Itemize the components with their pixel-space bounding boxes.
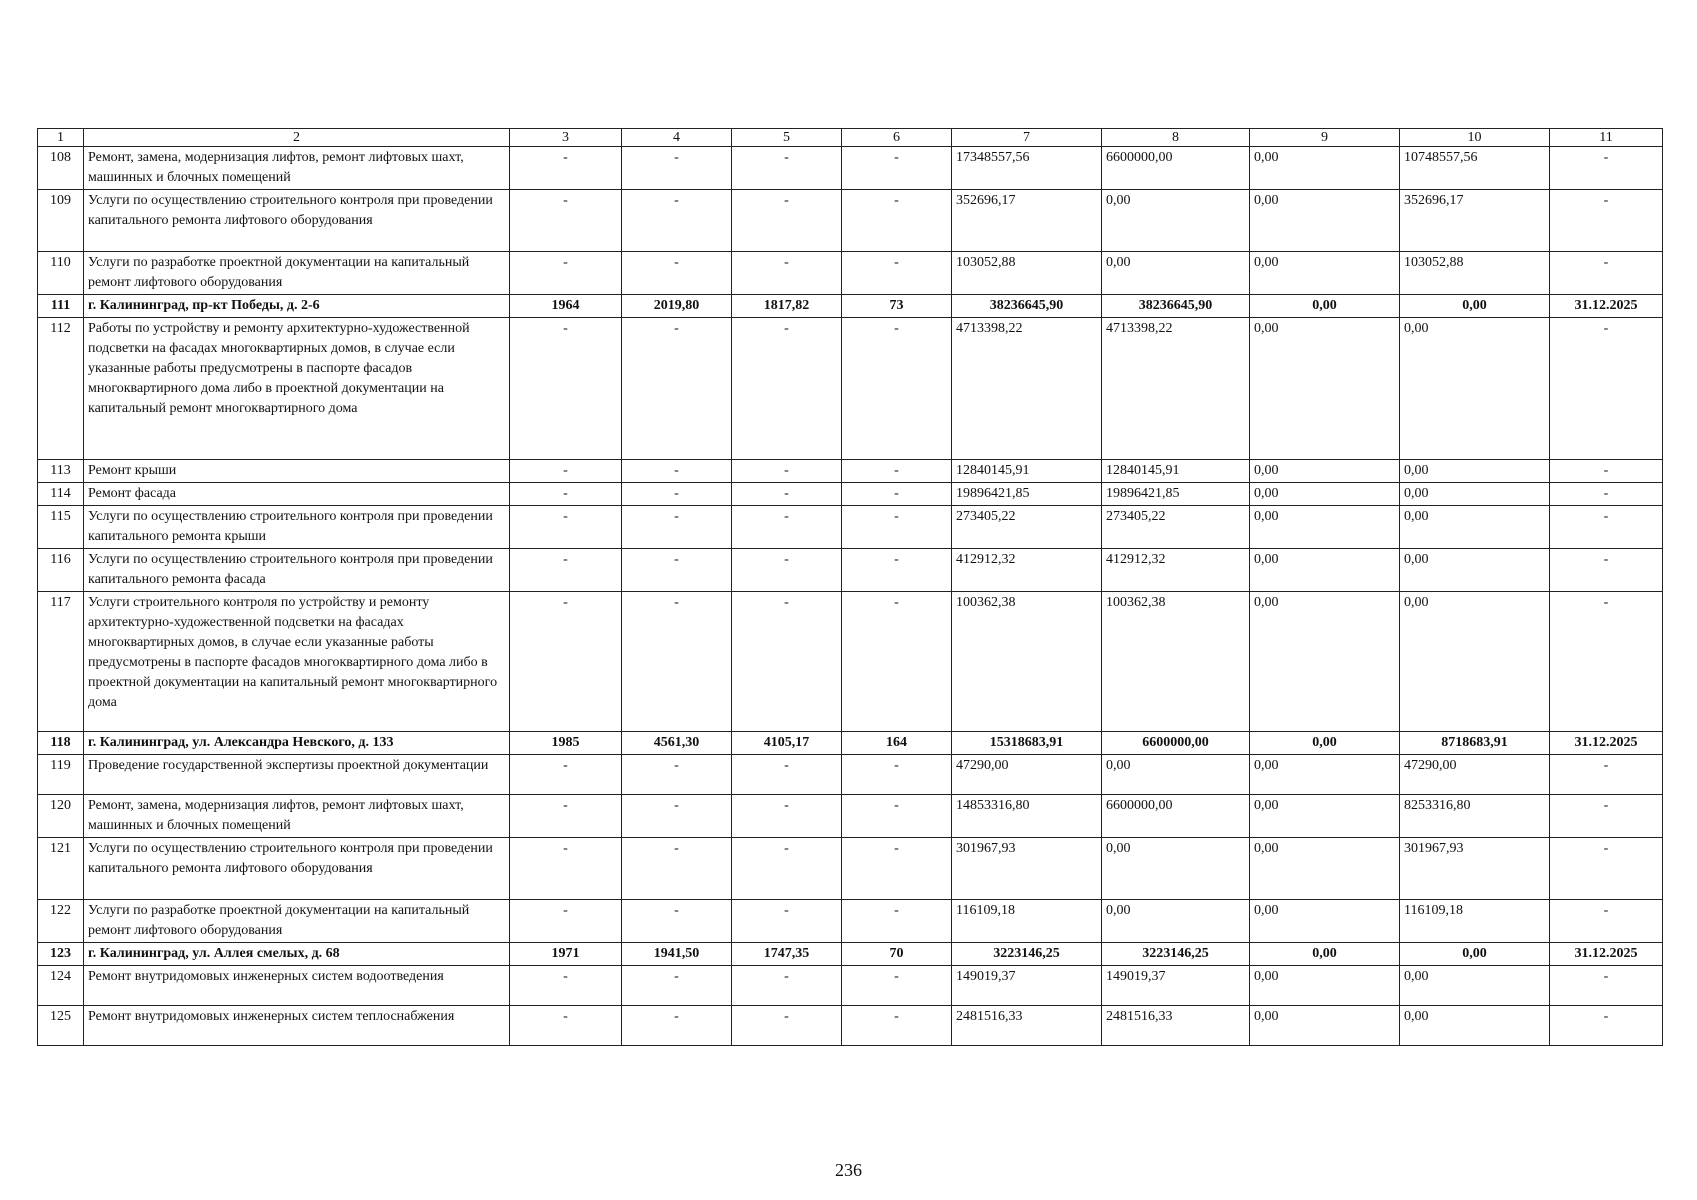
table-row xyxy=(38,966,1663,1006)
cell-col-5: 1747,35 xyxy=(732,943,842,966)
table-row xyxy=(38,252,1663,295)
cell-col-4: - xyxy=(622,838,732,900)
cell-col-4: - xyxy=(622,966,732,1006)
cell-col-7: 19896421,85 xyxy=(952,483,1102,506)
cell-col-5: - xyxy=(732,190,842,252)
cell-col-4: - xyxy=(622,795,732,838)
row-description: Ремонт крыши xyxy=(84,460,510,483)
cell-col-4: 4561,30 xyxy=(622,732,732,755)
cell-col-11: - xyxy=(1550,549,1663,592)
row-description: Услуги по разработке проектной документации на капитальный ремонт лифтового оборудования xyxy=(84,900,510,943)
cell-col-4: - xyxy=(622,483,732,506)
cell-col-9: 0,00 xyxy=(1250,295,1400,318)
column-header: 6 xyxy=(842,129,952,147)
cell-col-6: - xyxy=(842,483,952,506)
column-header: 9 xyxy=(1250,129,1400,147)
cell-col-6: - xyxy=(842,549,952,592)
cell-col-4: 2019,80 xyxy=(622,295,732,318)
row-number: 116 xyxy=(38,549,84,592)
row-number: 119 xyxy=(38,755,84,795)
cell-col-7: 100362,38 xyxy=(952,592,1102,732)
row-description: г. Калининград, ул. Аллея смелых, д. 68 xyxy=(84,943,510,966)
cell-col-11: 31.12.2025 xyxy=(1550,732,1663,755)
cell-col-10: 0,00 xyxy=(1400,549,1550,592)
table-row xyxy=(38,900,1663,943)
column-header: 3 xyxy=(510,129,622,147)
cell-col-6: - xyxy=(842,755,952,795)
table-row xyxy=(38,795,1663,838)
cell-col-10: 0,00 xyxy=(1400,592,1550,732)
row-number: 113 xyxy=(38,460,84,483)
cell-col-3: - xyxy=(510,506,622,549)
cell-col-5: - xyxy=(732,755,842,795)
cell-col-7: 116109,18 xyxy=(952,900,1102,943)
cell-col-6: - xyxy=(842,190,952,252)
table-row xyxy=(38,147,1663,190)
cell-col-5: - xyxy=(732,966,842,1006)
row-description: Ремонт, замена, модернизация лифтов, ремонт лифтовых шахт, машинных и блочных помещений xyxy=(84,147,510,190)
row-number: 112 xyxy=(38,318,84,460)
cell-col-4: - xyxy=(622,1006,732,1046)
cell-col-5: - xyxy=(732,549,842,592)
cell-col-10: 352696,17 xyxy=(1400,190,1550,252)
cell-col-6: - xyxy=(842,252,952,295)
cell-col-6: - xyxy=(842,966,952,1006)
cell-col-6: 73 xyxy=(842,295,952,318)
cell-col-6: - xyxy=(842,592,952,732)
cell-col-6: 164 xyxy=(842,732,952,755)
cell-col-7: 47290,00 xyxy=(952,755,1102,795)
row-number: 122 xyxy=(38,900,84,943)
cell-col-6: 70 xyxy=(842,943,952,966)
row-description: Услуги по осуществлению строительного контроля при проведении капитального ремонта лифтового оборудования xyxy=(84,190,510,252)
cell-col-10: 0,00 xyxy=(1400,943,1550,966)
cell-col-10: 0,00 xyxy=(1400,966,1550,1006)
cell-col-9: 0,00 xyxy=(1250,900,1400,943)
cell-col-11: - xyxy=(1550,1006,1663,1046)
row-number: 108 xyxy=(38,147,84,190)
table-row xyxy=(38,295,1663,318)
cell-col-11: - xyxy=(1550,190,1663,252)
row-description: Услуги по осуществлению строительного контроля при проведении капитального ремонта лифтового оборудования xyxy=(84,838,510,900)
table-row xyxy=(38,755,1663,795)
cell-col-3: 1971 xyxy=(510,943,622,966)
cell-col-9: 0,00 xyxy=(1250,549,1400,592)
cell-col-5: 1817,82 xyxy=(732,295,842,318)
cell-col-9: 0,00 xyxy=(1250,966,1400,1006)
cell-col-8: 3223146,25 xyxy=(1102,943,1250,966)
cell-col-11: - xyxy=(1550,483,1663,506)
cell-col-6: - xyxy=(842,900,952,943)
cell-col-11: 31.12.2025 xyxy=(1550,295,1663,318)
cell-col-8: 6600000,00 xyxy=(1102,732,1250,755)
row-number: 120 xyxy=(38,795,84,838)
cell-col-8: 6600000,00 xyxy=(1102,795,1250,838)
cell-col-3: - xyxy=(510,483,622,506)
cell-col-11: - xyxy=(1550,755,1663,795)
cell-col-3: - xyxy=(510,838,622,900)
row-number: 109 xyxy=(38,190,84,252)
cell-col-11: 31.12.2025 xyxy=(1550,943,1663,966)
cell-col-7: 3223146,25 xyxy=(952,943,1102,966)
column-header: 11 xyxy=(1550,129,1663,147)
row-description: Ремонт, замена, модернизация лифтов, ремонт лифтовых шахт, машинных и блочных помещений xyxy=(84,795,510,838)
row-number: 110 xyxy=(38,252,84,295)
cell-col-8: 12840145,91 xyxy=(1102,460,1250,483)
row-number: 118 xyxy=(38,732,84,755)
row-description: г. Калининград, ул. Александра Невского, д. 133 xyxy=(84,732,510,755)
cell-col-3: 1964 xyxy=(510,295,622,318)
cell-col-9: 0,00 xyxy=(1250,318,1400,460)
cell-col-7: 149019,37 xyxy=(952,966,1102,1006)
cell-col-3: - xyxy=(510,1006,622,1046)
cell-col-4: - xyxy=(622,318,732,460)
cell-col-9: 0,00 xyxy=(1250,147,1400,190)
cell-col-4: - xyxy=(622,549,732,592)
row-number: 125 xyxy=(38,1006,84,1046)
cell-col-3: - xyxy=(510,190,622,252)
cell-col-9: 0,00 xyxy=(1250,506,1400,549)
cell-col-10: 0,00 xyxy=(1400,506,1550,549)
cell-col-8: 6600000,00 xyxy=(1102,147,1250,190)
cell-col-9: 0,00 xyxy=(1250,460,1400,483)
cell-col-8: 19896421,85 xyxy=(1102,483,1250,506)
cell-col-3: 1985 xyxy=(510,732,622,755)
cell-col-8: 0,00 xyxy=(1102,838,1250,900)
cell-col-5: - xyxy=(732,838,842,900)
cell-col-11: - xyxy=(1550,318,1663,460)
row-description: Услуги по осуществлению строительного контроля при проведении капитального ремонта фасада xyxy=(84,549,510,592)
cell-col-10: 0,00 xyxy=(1400,1006,1550,1046)
cell-col-11: - xyxy=(1550,966,1663,1006)
cell-col-11: - xyxy=(1550,795,1663,838)
cell-col-3: - xyxy=(510,592,622,732)
row-description: г. Калининград, пр-кт Победы, д. 2-6 xyxy=(84,295,510,318)
cell-col-7: 352696,17 xyxy=(952,190,1102,252)
cell-col-10: 0,00 xyxy=(1400,295,1550,318)
cell-col-6: - xyxy=(842,795,952,838)
cell-col-7: 2481516,33 xyxy=(952,1006,1102,1046)
cell-col-4: - xyxy=(622,252,732,295)
cell-col-4: - xyxy=(622,460,732,483)
row-number: 117 xyxy=(38,592,84,732)
cell-col-8: 0,00 xyxy=(1102,252,1250,295)
table-row xyxy=(38,838,1663,900)
cell-col-3: - xyxy=(510,460,622,483)
table-row xyxy=(38,483,1663,506)
cell-col-5: - xyxy=(732,252,842,295)
cell-col-10: 116109,18 xyxy=(1400,900,1550,943)
cell-col-5: 4105,17 xyxy=(732,732,842,755)
cell-col-6: - xyxy=(842,460,952,483)
cell-col-6: - xyxy=(842,147,952,190)
cell-col-10: 103052,88 xyxy=(1400,252,1550,295)
cell-col-4: - xyxy=(622,755,732,795)
cell-col-9: 0,00 xyxy=(1250,483,1400,506)
table-row xyxy=(38,1006,1663,1046)
cell-col-3: - xyxy=(510,900,622,943)
cell-col-7: 14853316,80 xyxy=(952,795,1102,838)
cell-col-7: 12840145,91 xyxy=(952,460,1102,483)
cell-col-10: 0,00 xyxy=(1400,318,1550,460)
page-number: 236 xyxy=(835,1160,862,1180)
row-number: 123 xyxy=(38,943,84,966)
cell-col-8: 100362,38 xyxy=(1102,592,1250,732)
cell-col-4: - xyxy=(622,506,732,549)
row-description: Ремонт фасада xyxy=(84,483,510,506)
cell-col-9: 0,00 xyxy=(1250,592,1400,732)
cell-col-3: - xyxy=(510,147,622,190)
cell-col-7: 273405,22 xyxy=(952,506,1102,549)
row-number: 114 xyxy=(38,483,84,506)
column-header: 7 xyxy=(952,129,1102,147)
cell-col-11: - xyxy=(1550,252,1663,295)
cell-col-7: 412912,32 xyxy=(952,549,1102,592)
cell-col-8: 412912,32 xyxy=(1102,549,1250,592)
cell-col-10: 8718683,91 xyxy=(1400,732,1550,755)
row-description: Ремонт внутридомовых инженерных систем теплоснабжения xyxy=(84,1006,510,1046)
cell-col-7: 301967,93 xyxy=(952,838,1102,900)
cell-col-3: - xyxy=(510,755,622,795)
table-row xyxy=(38,549,1663,592)
cell-col-8: 149019,37 xyxy=(1102,966,1250,1006)
cell-col-5: - xyxy=(732,147,842,190)
cell-col-8: 0,00 xyxy=(1102,755,1250,795)
row-number: 115 xyxy=(38,506,84,549)
cell-col-4: - xyxy=(622,900,732,943)
cell-col-3: - xyxy=(510,795,622,838)
cell-col-5: - xyxy=(732,1006,842,1046)
row-description: Услуги строительного контроля по устройству и ремонту архитектурно-художественной подсветки на фасадах многоквартирных домов, в случае если указанные работы предусмотрены в паспорте фасадов многоквартирного дома либо в проектной документации на капитальный ремонт многоквартирного дома xyxy=(84,592,510,732)
cell-col-5: - xyxy=(732,483,842,506)
cell-col-5: - xyxy=(732,900,842,943)
cell-col-7: 4713398,22 xyxy=(952,318,1102,460)
cell-col-11: - xyxy=(1550,147,1663,190)
table-row xyxy=(38,460,1663,483)
table-row xyxy=(38,943,1663,966)
cell-col-9: 0,00 xyxy=(1250,795,1400,838)
cell-col-10: 301967,93 xyxy=(1400,838,1550,900)
cell-col-4: - xyxy=(622,190,732,252)
cell-col-11: - xyxy=(1550,838,1663,900)
cell-col-9: 0,00 xyxy=(1250,838,1400,900)
column-header: 5 xyxy=(732,129,842,147)
column-header: 2 xyxy=(84,129,510,147)
capital-repair-table xyxy=(37,128,1663,1046)
cell-col-5: - xyxy=(732,506,842,549)
cell-col-11: - xyxy=(1550,506,1663,549)
cell-col-9: 0,00 xyxy=(1250,190,1400,252)
cell-col-6: - xyxy=(842,838,952,900)
cell-col-7: 38236645,90 xyxy=(952,295,1102,318)
cell-col-10: 10748557,56 xyxy=(1400,147,1550,190)
column-header: 1 xyxy=(38,129,84,147)
row-number: 124 xyxy=(38,966,84,1006)
cell-col-8: 273405,22 xyxy=(1102,506,1250,549)
cell-col-8: 0,00 xyxy=(1102,900,1250,943)
table-row xyxy=(38,732,1663,755)
cell-col-4: - xyxy=(622,592,732,732)
cell-col-3: - xyxy=(510,252,622,295)
row-description: Услуги по разработке проектной документации на капитальный ремонт лифтового оборудования xyxy=(84,252,510,295)
table-row xyxy=(38,506,1663,549)
column-header: 10 xyxy=(1400,129,1550,147)
cell-col-10: 0,00 xyxy=(1400,483,1550,506)
cell-col-5: - xyxy=(732,592,842,732)
table-row xyxy=(38,190,1663,252)
cell-col-8: 2481516,33 xyxy=(1102,1006,1250,1046)
row-description: Проведение государственной экспертизы проектной документации xyxy=(84,755,510,795)
row-number: 111 xyxy=(38,295,84,318)
cell-col-11: - xyxy=(1550,460,1663,483)
row-number: 121 xyxy=(38,838,84,900)
cell-col-5: - xyxy=(732,318,842,460)
cell-col-9: 0,00 xyxy=(1250,252,1400,295)
cell-col-5: - xyxy=(732,460,842,483)
cell-col-7: 17348557,56 xyxy=(952,147,1102,190)
cell-col-3: - xyxy=(510,549,622,592)
cell-col-9: 0,00 xyxy=(1250,755,1400,795)
table-row xyxy=(38,592,1663,732)
cell-col-3: - xyxy=(510,966,622,1006)
cell-col-3: - xyxy=(510,318,622,460)
cell-col-11: - xyxy=(1550,900,1663,943)
cell-col-7: 15318683,91 xyxy=(952,732,1102,755)
cell-col-4: 1941,50 xyxy=(622,943,732,966)
cell-col-8: 38236645,90 xyxy=(1102,295,1250,318)
cell-col-9: 0,00 xyxy=(1250,1006,1400,1046)
cell-col-8: 4713398,22 xyxy=(1102,318,1250,460)
cell-col-5: - xyxy=(732,795,842,838)
cell-col-10: 8253316,80 xyxy=(1400,795,1550,838)
cell-col-4: - xyxy=(622,147,732,190)
cell-col-9: 0,00 xyxy=(1250,943,1400,966)
cell-col-8: 0,00 xyxy=(1102,190,1250,252)
column-number-row xyxy=(38,129,1663,147)
row-description: Работы по устройству и ремонту архитектурно-художественной подсветки на фасадах многоквартирных домов, в случае если указанные работы предусмотрены в паспорте фасадов многоквартирного дома либо в проектной документации на капитальный ремонт многоквартирного дома xyxy=(84,318,510,460)
column-header: 4 xyxy=(622,129,732,147)
cell-col-9: 0,00 xyxy=(1250,732,1400,755)
cell-col-6: - xyxy=(842,1006,952,1046)
column-header: 8 xyxy=(1102,129,1250,147)
cell-col-6: - xyxy=(842,506,952,549)
row-description: Услуги по осуществлению строительного контроля при проведении капитального ремонта крыши xyxy=(84,506,510,549)
cell-col-11: - xyxy=(1550,592,1663,732)
cell-col-10: 47290,00 xyxy=(1400,755,1550,795)
cell-col-7: 103052,88 xyxy=(952,252,1102,295)
row-description: Ремонт внутридомовых инженерных систем водоотведения xyxy=(84,966,510,1006)
cell-col-10: 0,00 xyxy=(1400,460,1550,483)
table-row xyxy=(38,318,1663,460)
cell-col-6: - xyxy=(842,318,952,460)
